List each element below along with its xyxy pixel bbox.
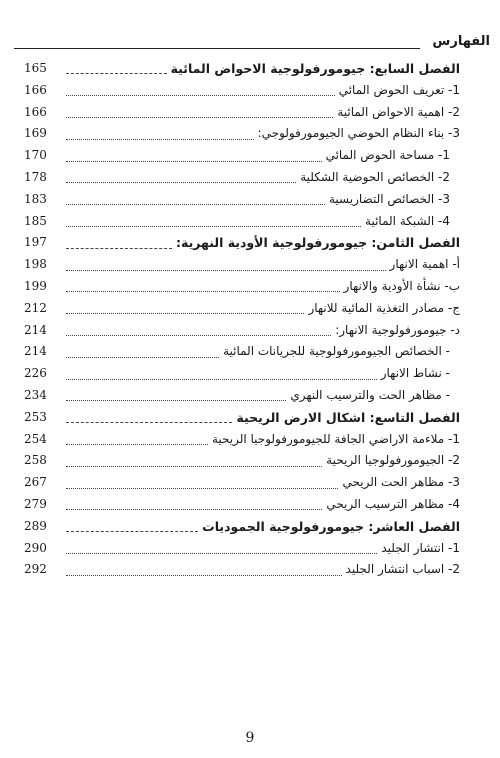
toc-entry-title: 4- مظاهر الترسيب الريحي xyxy=(326,496,460,511)
dot-leader xyxy=(66,575,342,576)
dot-leader xyxy=(66,313,304,314)
toc-entry-title: 1- تعريف الحوض المائي xyxy=(338,82,460,97)
toc-page-number: 166 xyxy=(24,104,47,119)
running-head-title: الفهارس xyxy=(432,34,490,49)
dot-leader xyxy=(66,182,296,183)
toc-page-number: 198 xyxy=(24,257,47,272)
toc-entry-title: 1- ملاءمة الاراضي الجافة للجيومورفولوجيا الريحية xyxy=(211,431,460,446)
toc-entry-title: 3- بناء النظام الحوضي الجيومورفولوجي: xyxy=(257,126,460,141)
toc-page-number: 234 xyxy=(24,387,47,402)
toc-entry-title: 1- مساحة الحوض المائي xyxy=(325,148,450,163)
toc-page-number: 170 xyxy=(24,148,47,163)
toc-entry-title: 2- الجيومورفولوجيا الريحية xyxy=(326,453,460,468)
toc-entry-title: الفصل السابع: جيومورفولوجية الاحواض المائية xyxy=(170,61,460,76)
toc-page-number: 199 xyxy=(24,278,47,293)
toc-page-number: 267 xyxy=(24,475,47,490)
toc-page-number: 197 xyxy=(24,235,47,250)
toc-entry-row xyxy=(24,211,460,233)
toc-entry-title: 3- مظاهر الحت الريحي xyxy=(342,475,460,490)
toc-entry-row xyxy=(24,429,460,451)
toc-entry-title: 4- الشبكة المائية xyxy=(365,213,450,228)
toc-entry-title: 1- انتشار الجليد xyxy=(381,540,460,555)
toc-entry-row xyxy=(24,385,460,407)
dot-leader xyxy=(66,139,254,140)
toc-entry-title: - الخصائص الجيومورفولوجية للجريانات المائية xyxy=(223,344,450,359)
toc-entry-row xyxy=(24,363,460,385)
dot-leader xyxy=(66,531,198,532)
dot-leader xyxy=(66,488,338,489)
toc-entry-row xyxy=(24,80,460,102)
dot-leader xyxy=(66,226,361,227)
dot-leader xyxy=(66,400,286,401)
toc-page-number: 212 xyxy=(24,300,47,315)
toc-page-number: 165 xyxy=(24,61,47,75)
dot-leader xyxy=(66,357,219,358)
dot-leader xyxy=(66,335,331,336)
toc-entry-title: 2- الخصائص الحوضية الشكلية xyxy=(300,169,450,184)
toc-entry-row xyxy=(24,145,460,167)
toc-chapter-row xyxy=(24,407,460,429)
toc-entry-title: 2- اهمية الاحواض المائية xyxy=(337,104,460,119)
dot-leader xyxy=(66,270,386,271)
toc-page-number: 289 xyxy=(24,518,47,533)
toc-entry-title: 3- الخصائص التضاريسية xyxy=(328,191,450,206)
dot-leader xyxy=(66,161,322,162)
toc-page-number: 183 xyxy=(24,191,47,206)
toc-page-number: 279 xyxy=(24,496,47,511)
toc-entry-title: أ- اهمية الانهار xyxy=(389,257,460,272)
dot-leader xyxy=(66,248,172,249)
dot-leader xyxy=(66,466,322,467)
toc-chapter-row xyxy=(24,232,460,254)
toc-entry-row xyxy=(24,494,460,516)
toc-entry-title: ب- نشأة الأودية والانهار xyxy=(343,278,460,293)
toc-page-number: 214 xyxy=(24,344,47,359)
dot-leader xyxy=(66,95,335,96)
toc-entry-title: الفصل التاسع: اشكال الارض الريحية xyxy=(236,409,460,425)
toc-page-number: 290 xyxy=(24,540,47,555)
toc-entry-row xyxy=(24,320,460,342)
header-rule xyxy=(14,48,420,49)
toc-entry-row xyxy=(24,450,460,472)
toc-entry-row xyxy=(24,472,460,494)
table-of-contents xyxy=(24,58,460,581)
toc-entry-title: الفصل العاشر: جيومورفولوجية الجموديات xyxy=(202,518,460,534)
dot-leader xyxy=(66,117,333,118)
dot-leader xyxy=(66,291,340,292)
toc-entry-row xyxy=(24,538,460,560)
dot-leader xyxy=(66,553,377,554)
toc-entry-row xyxy=(24,254,460,276)
toc-entry-title: ج- مصادر التغذية المائية للانهار xyxy=(308,300,460,315)
toc-page-number: 258 xyxy=(24,453,47,468)
toc-page-number: 178 xyxy=(24,169,47,184)
dot-leader xyxy=(66,444,208,445)
dot-leader xyxy=(66,379,377,380)
toc-entry-title: - نشاط الانهار xyxy=(380,366,450,381)
toc-entry-row xyxy=(24,102,460,124)
toc-entry-title: د- جيومورفولوجية الانهار: xyxy=(335,322,460,337)
toc-chapter-row xyxy=(24,516,460,538)
toc-page-number: 166 xyxy=(24,82,47,97)
toc-entry-title: - مظاهر الحت والترسيب النهري xyxy=(290,387,450,402)
toc-page-number: 292 xyxy=(24,562,47,577)
toc-entry-title: الفصل الثامن: جيومورفولوجية الأودية النهرية: xyxy=(175,235,460,251)
dot-leader xyxy=(66,509,322,510)
dot-leader xyxy=(66,422,232,423)
toc-entry-row xyxy=(24,341,460,363)
toc-page-number: 169 xyxy=(24,126,47,141)
toc-entry-row xyxy=(24,189,460,211)
toc-page-number: 226 xyxy=(24,366,47,381)
toc-page-number: 214 xyxy=(24,322,47,337)
toc-chapter-row xyxy=(24,58,460,80)
toc-entry-row xyxy=(24,123,460,145)
toc-entry-row xyxy=(24,167,460,189)
toc-page-number: 185 xyxy=(24,213,47,228)
toc-entry-row xyxy=(24,559,460,581)
dot-leader xyxy=(66,73,167,74)
toc-entry-row xyxy=(24,276,460,298)
page-number: 9 xyxy=(245,730,255,746)
toc-entry-title: 2- اسباب انتشار الجليد xyxy=(345,562,460,577)
toc-entry-row xyxy=(24,298,460,320)
toc-page-number: 253 xyxy=(24,409,47,424)
toc-page-number: 254 xyxy=(24,431,47,446)
dot-leader xyxy=(66,204,325,205)
